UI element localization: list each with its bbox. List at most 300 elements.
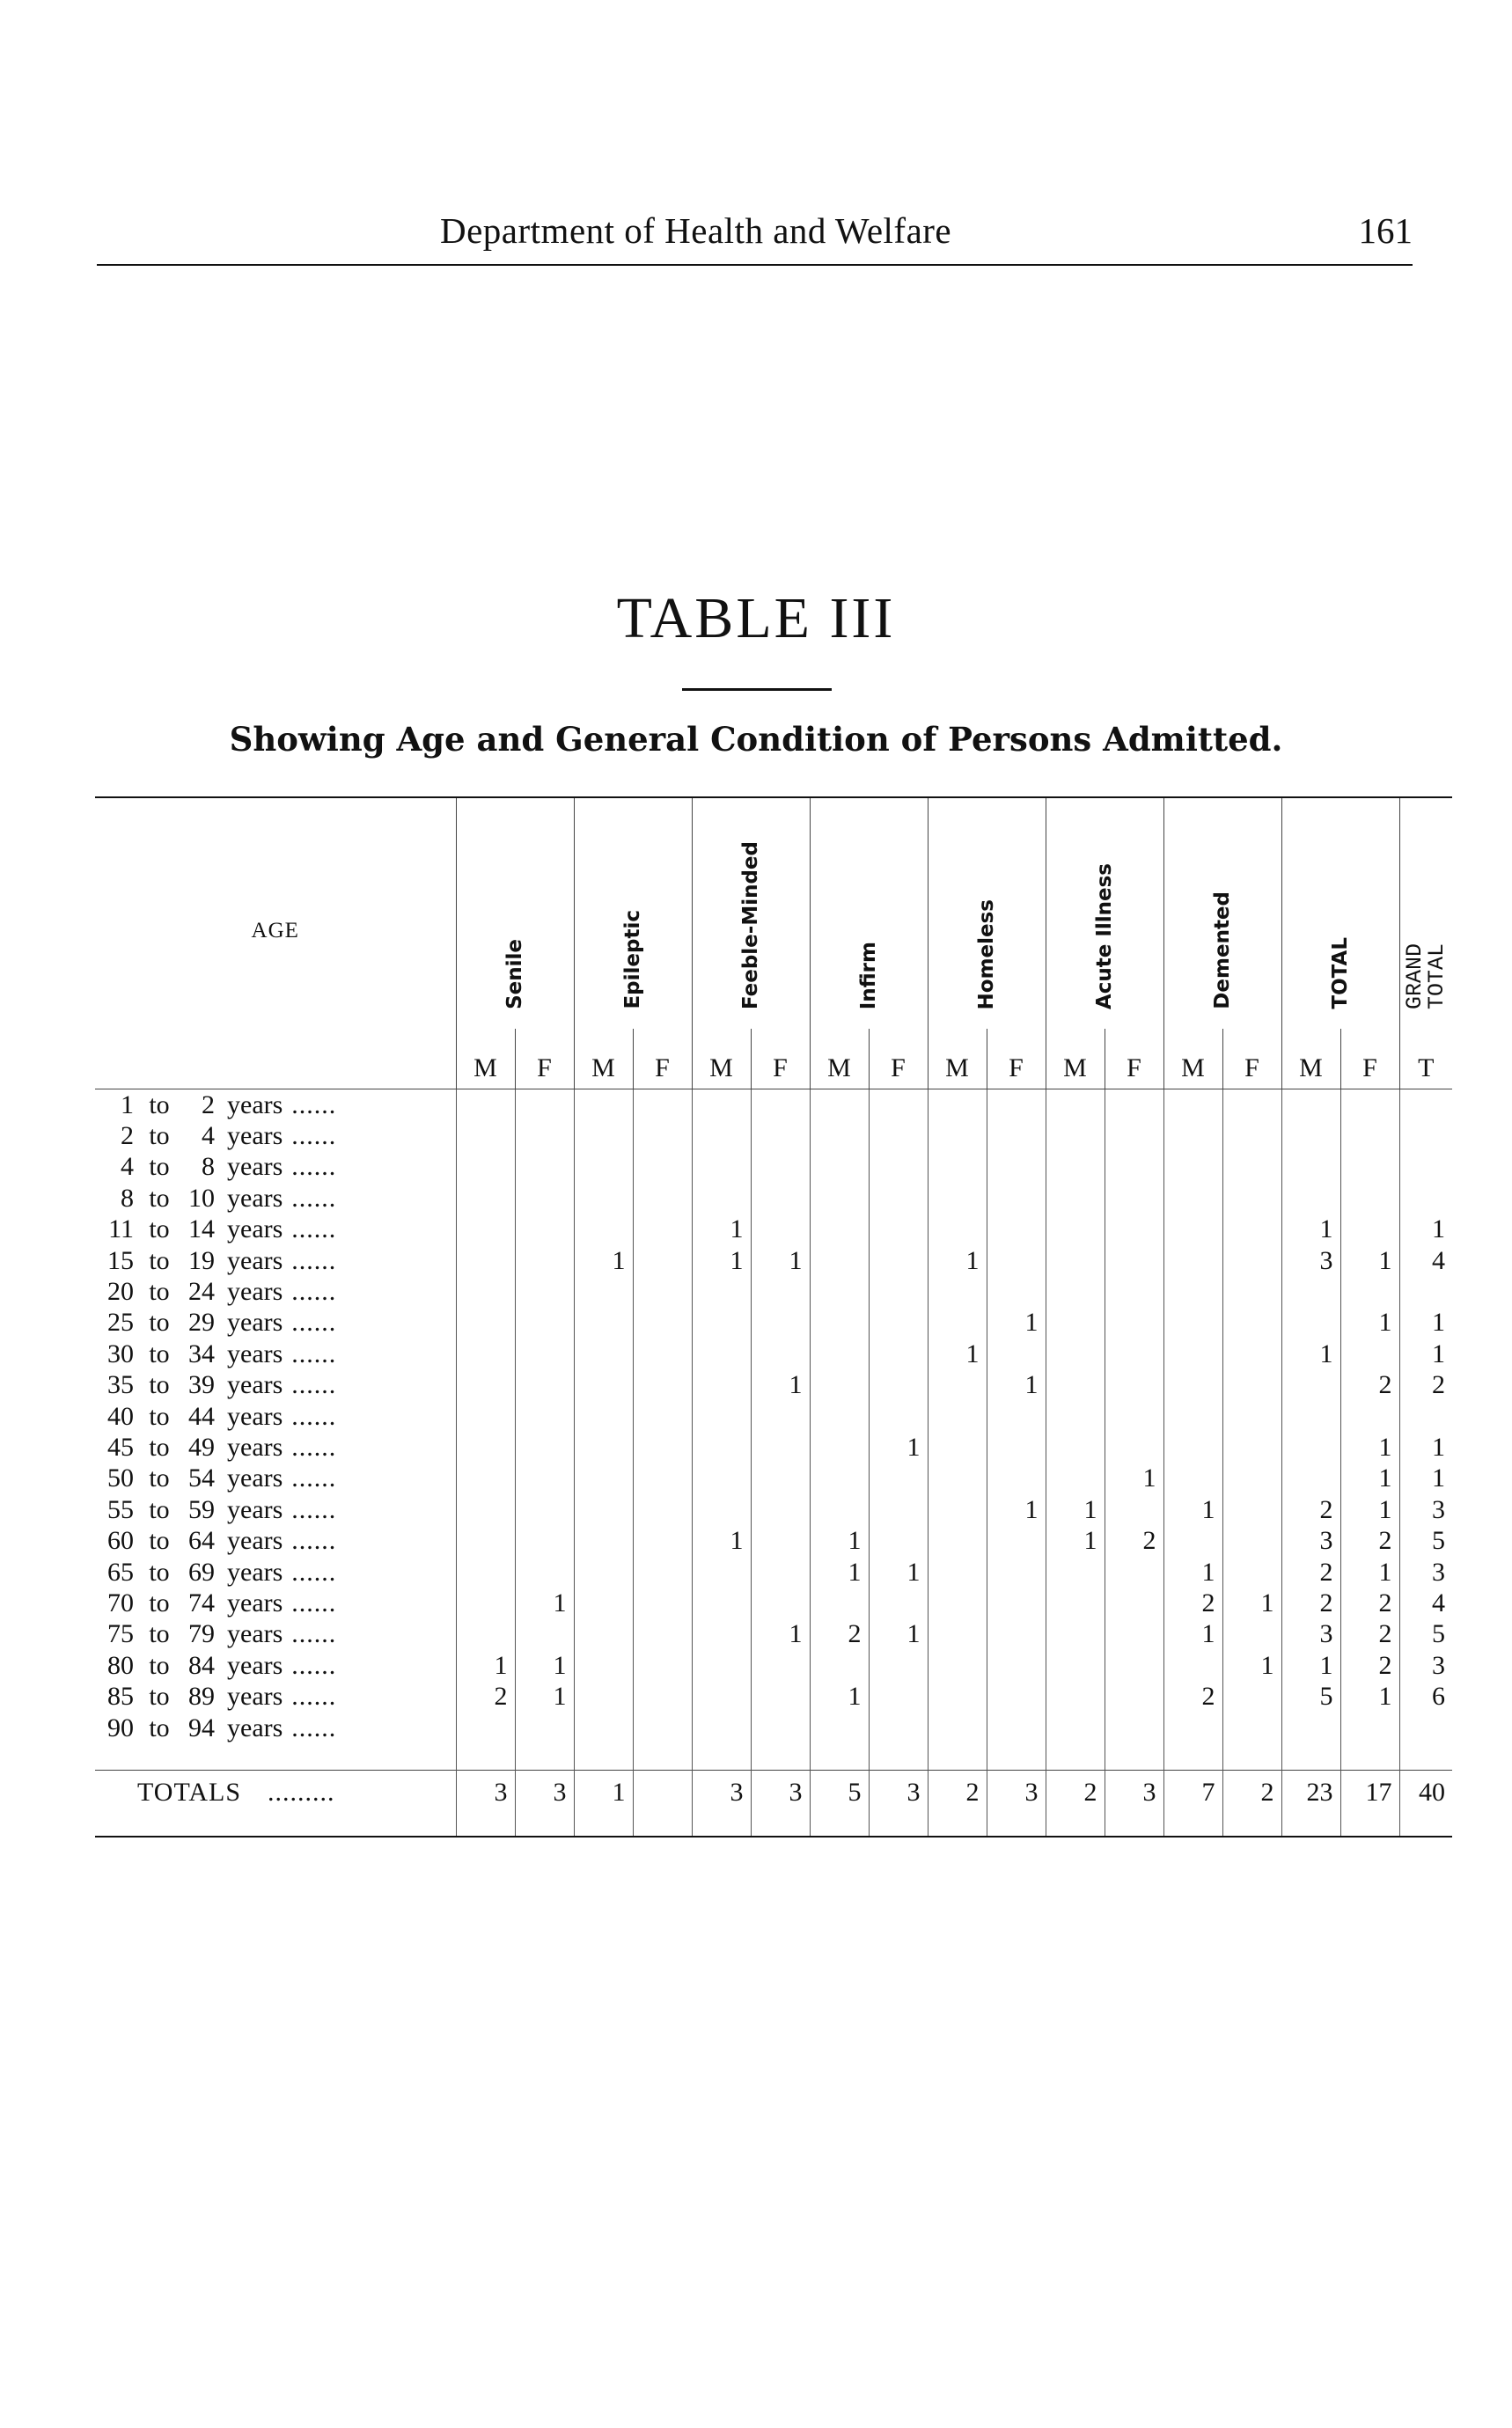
table-row <box>95 1308 1452 1339</box>
age-to: 34 <box>188 1339 215 1368</box>
spacer-cell <box>869 1743 928 1771</box>
table-cell <box>810 1494 869 1525</box>
table-cell <box>1340 1120 1399 1151</box>
table-cell <box>1222 1557 1281 1588</box>
table-cell <box>1222 1120 1281 1151</box>
age-from: 90 <box>107 1713 134 1742</box>
tail-cell <box>574 1815 633 1837</box>
spacer-cell <box>95 1743 456 1771</box>
leader-dots: ...... <box>291 1308 337 1338</box>
table-cell <box>751 1432 810 1463</box>
table-cell <box>987 1152 1046 1183</box>
table-row <box>95 1245 1452 1276</box>
table-cell <box>751 1089 810 1121</box>
sex-subheader-cell: M <box>1281 1029 1340 1089</box>
table-cell <box>987 1401 1046 1432</box>
sex-subheader-cell: F <box>633 1029 692 1089</box>
table-cell <box>1163 1650 1222 1681</box>
table-cell <box>633 1339 692 1369</box>
spacer-cell <box>1046 1743 1105 1771</box>
tail-cell <box>1340 1815 1399 1837</box>
table-cell <box>928 1619 987 1650</box>
table-cell: 4 <box>1399 1245 1452 1276</box>
table-cell <box>1163 1276 1222 1307</box>
table-cell <box>1105 1120 1163 1151</box>
table-cell <box>515 1432 574 1463</box>
table-cell <box>1163 1308 1222 1339</box>
age-unit: years <box>227 1308 283 1338</box>
table-cell <box>928 1650 987 1681</box>
table-cell <box>751 1650 810 1681</box>
table-cell <box>1163 1713 1222 1743</box>
table-cell <box>1046 1681 1105 1712</box>
table-cell <box>633 1619 692 1650</box>
table-cell: 3 <box>1281 1525 1340 1556</box>
table-cell <box>1281 1089 1340 1121</box>
leader-dots: ......... <box>268 1778 335 1808</box>
table-cell <box>1222 1308 1281 1339</box>
table-cell <box>1222 1432 1281 1463</box>
totals-row <box>95 1771 1452 1815</box>
table-cell <box>1222 1183 1281 1214</box>
age-unit: years <box>227 1339 283 1368</box>
table-cell <box>515 1401 574 1432</box>
table-cell: 1 <box>1222 1588 1281 1618</box>
table-cell <box>1340 1401 1399 1432</box>
table-cell <box>574 1214 633 1245</box>
table-cell <box>1399 1401 1452 1432</box>
table-cell <box>574 1308 633 1339</box>
table-cell: 1 <box>928 1339 987 1369</box>
table-cell <box>1222 1713 1281 1743</box>
sex-subheader-cell: M <box>1163 1029 1222 1089</box>
table-cell <box>1046 1401 1105 1432</box>
table-cell: 2 <box>1281 1494 1340 1525</box>
table-cell <box>456 1525 515 1556</box>
table-cell <box>751 1308 810 1339</box>
table-row <box>95 1089 1452 1121</box>
table-cell <box>574 1557 633 1588</box>
table-cell <box>574 1401 633 1432</box>
age-range-cell <box>95 1214 456 1245</box>
spacer-cell <box>515 1743 574 1771</box>
age-range-cell <box>95 1681 456 1712</box>
table-cell <box>692 1370 751 1401</box>
epileptic-column-header: Epileptic <box>574 798 692 1029</box>
table-cell <box>1046 1619 1105 1650</box>
age-to-word: to <box>149 1494 170 1524</box>
table-cell <box>515 1339 574 1369</box>
spacer-cell <box>456 1743 515 1771</box>
table-cell <box>810 1432 869 1463</box>
age-from: 8 <box>121 1183 134 1213</box>
age-from: 60 <box>107 1526 134 1556</box>
totals-label-cell <box>95 1771 456 1815</box>
table-cell: 1 <box>1340 1245 1399 1276</box>
table-cell <box>574 1525 633 1556</box>
tail-cell <box>1046 1815 1105 1837</box>
leader-dots: ...... <box>291 1277 337 1307</box>
table-cell: 1 <box>1046 1494 1105 1525</box>
table-cell <box>574 1619 633 1650</box>
age-to: 44 <box>188 1401 215 1431</box>
table-cell <box>928 1463 987 1494</box>
table-cell: 3 <box>1281 1245 1340 1276</box>
table-cell: 6 <box>1399 1681 1452 1712</box>
age-to: 19 <box>188 1245 215 1275</box>
table-cell <box>515 1494 574 1525</box>
table-cell <box>1222 1463 1281 1494</box>
spacer-cell <box>810 1743 869 1771</box>
table-cell <box>1222 1681 1281 1712</box>
age-from: 1 <box>121 1089 134 1119</box>
age-to-word: to <box>149 1121 170 1151</box>
table-cell <box>810 1152 869 1183</box>
table-cell <box>633 1370 692 1401</box>
table-cell: 1 <box>1399 1432 1452 1463</box>
table-cell <box>456 1619 515 1650</box>
age-unit: years <box>227 1619 283 1649</box>
table-cell <box>633 1494 692 1525</box>
leader-dots: ...... <box>291 1245 337 1275</box>
age-unit: years <box>227 1526 283 1556</box>
leader-dots: ...... <box>291 1089 337 1119</box>
table-cell <box>1046 1245 1105 1276</box>
leader-dots: ...... <box>291 1588 337 1617</box>
table-cell: 1 <box>692 1525 751 1556</box>
totals-cell: 2 <box>928 1771 987 1815</box>
totals-label: TOTALS <box>137 1778 242 1808</box>
table-cell <box>987 1463 1046 1494</box>
totals-cell: 2 <box>1046 1771 1105 1815</box>
table-cell <box>1046 1183 1105 1214</box>
table-row <box>95 1525 1452 1556</box>
table-cell <box>1281 1401 1340 1432</box>
table-cell: 5 <box>1399 1525 1452 1556</box>
table-cell <box>456 1245 515 1276</box>
age-to-word: to <box>149 1339 170 1368</box>
table-cell <box>1046 1588 1105 1618</box>
table-cell <box>515 1525 574 1556</box>
age-to-word: to <box>149 1370 170 1400</box>
table-cell <box>515 1089 574 1121</box>
table-cell <box>751 1120 810 1151</box>
table-cell <box>633 1120 692 1151</box>
age-to: 69 <box>188 1557 215 1587</box>
table-cell <box>633 1713 692 1743</box>
age-to-word: to <box>149 1277 170 1307</box>
table-cell: 1 <box>1340 1308 1399 1339</box>
table-cell <box>633 1432 692 1463</box>
table-cell <box>1105 1557 1163 1588</box>
table-cell <box>1046 1152 1105 1183</box>
table-cell <box>1163 1339 1222 1369</box>
table-cell <box>456 1089 515 1121</box>
table-cell <box>1105 1370 1163 1401</box>
table-cell <box>456 1432 515 1463</box>
leader-dots: ...... <box>291 1432 337 1462</box>
age-to-word: to <box>149 1432 170 1462</box>
homeless-column-header: Homeless <box>928 798 1046 1029</box>
table-cell <box>633 1152 692 1183</box>
table-cell <box>869 1339 928 1369</box>
leader-dots: ...... <box>291 1650 337 1680</box>
grand-total-header-text: GRAND TOTAL <box>1402 943 1450 1009</box>
table-cell <box>574 1120 633 1151</box>
table-cell: 3 <box>1399 1650 1452 1681</box>
age-to: 89 <box>188 1682 215 1712</box>
spacer-cell <box>1163 1743 1222 1771</box>
table-cell <box>515 1463 574 1494</box>
table-cell <box>869 1276 928 1307</box>
table-cell <box>1105 1339 1163 1369</box>
table-cell <box>928 1494 987 1525</box>
spacer-cell <box>1399 1743 1452 1771</box>
age-to: 4 <box>202 1121 215 1151</box>
table-cell: 5 <box>1399 1619 1452 1650</box>
table-cell <box>1163 1089 1222 1121</box>
table-cell <box>810 1588 869 1618</box>
table-cell <box>869 1183 928 1214</box>
spacer-cell <box>633 1743 692 1771</box>
feeble-minded-column-header: Feeble-Minded <box>692 798 810 1029</box>
age-unit: years <box>227 1277 283 1307</box>
tail-cell <box>1105 1815 1163 1837</box>
table-cell <box>928 1588 987 1618</box>
table-cell <box>1105 1650 1163 1681</box>
age-unit: years <box>227 1588 283 1617</box>
table-cell <box>1340 1214 1399 1245</box>
age-to: 49 <box>188 1432 215 1462</box>
totals-cell: 3 <box>456 1771 515 1815</box>
table-cell <box>633 1401 692 1432</box>
table-cell: 1 <box>1340 1494 1399 1525</box>
age-to: 84 <box>188 1650 215 1680</box>
table-cell <box>928 1401 987 1432</box>
table-cell <box>1105 1183 1163 1214</box>
table-cell <box>515 1370 574 1401</box>
table-cell: 2 <box>1105 1525 1163 1556</box>
table-cell <box>1222 1214 1281 1245</box>
age-from: 80 <box>107 1650 134 1680</box>
age-to: 29 <box>188 1308 215 1338</box>
table-cell <box>987 1619 1046 1650</box>
leader-dots: ...... <box>291 1463 337 1493</box>
table-cell <box>810 1276 869 1307</box>
table-cell <box>1046 1089 1105 1121</box>
table-cell <box>810 1214 869 1245</box>
table-cell <box>1399 1152 1452 1183</box>
table-cell <box>515 1120 574 1151</box>
spacer-cell <box>1222 1743 1281 1771</box>
table-cell <box>1046 1432 1105 1463</box>
table-cell <box>1105 1214 1163 1245</box>
age-to-word: to <box>149 1682 170 1712</box>
table-cell <box>633 1557 692 1588</box>
table-cell <box>633 1245 692 1276</box>
table-cell <box>928 1370 987 1401</box>
table-cell <box>574 1152 633 1183</box>
table-cell <box>810 1401 869 1432</box>
table-cell <box>1281 1370 1340 1401</box>
age-range-cell <box>95 1432 456 1463</box>
table-cell <box>456 1152 515 1183</box>
totals-cell: 3 <box>1105 1771 1163 1815</box>
table-cell <box>1222 1276 1281 1307</box>
sex-subheader-cell: M <box>456 1029 515 1089</box>
leader-dots: ...... <box>291 1619 337 1649</box>
page-number: 161 <box>1358 210 1413 251</box>
table-cell <box>869 1681 928 1712</box>
age-range-cell <box>95 1463 456 1494</box>
table-cell: 1 <box>751 1370 810 1401</box>
table-cell <box>1340 1183 1399 1214</box>
age-to-word: to <box>149 1245 170 1275</box>
table-cell <box>751 1525 810 1556</box>
table-cell <box>1163 1525 1222 1556</box>
table-cell <box>633 1089 692 1121</box>
table-cell <box>1105 1681 1163 1712</box>
table-row <box>95 1463 1452 1494</box>
table-cell <box>692 1401 751 1432</box>
table-cell <box>574 1183 633 1214</box>
table-cell <box>1105 1276 1163 1307</box>
table-cell <box>633 1588 692 1618</box>
age-from: 11 <box>108 1214 134 1244</box>
age-from: 55 <box>107 1494 134 1524</box>
table-cell <box>692 1713 751 1743</box>
age-unit: years <box>227 1121 283 1151</box>
age-from: 15 <box>107 1245 134 1275</box>
totals-cell: 3 <box>515 1771 574 1815</box>
totals-cell: 17 <box>1340 1771 1399 1815</box>
tail-cell <box>751 1815 810 1837</box>
table-cell <box>692 1120 751 1151</box>
table-cell <box>928 1308 987 1339</box>
totals-cell: 40 <box>1399 1771 1452 1815</box>
table-cell: 1 <box>1281 1339 1340 1369</box>
age-to-word: to <box>149 1557 170 1587</box>
condition-header-row <box>95 798 1452 1029</box>
table-cell <box>1163 1245 1222 1276</box>
table-cell <box>574 1650 633 1681</box>
table-cell <box>869 1370 928 1401</box>
table-cell <box>987 1089 1046 1121</box>
tail-cell <box>1222 1815 1281 1837</box>
table-cell <box>515 1713 574 1743</box>
age-range-cell <box>95 1339 456 1369</box>
table-cell <box>574 1681 633 1712</box>
table-cell: 2 <box>456 1681 515 1712</box>
table-cell <box>515 1619 574 1650</box>
table-cell <box>1105 1619 1163 1650</box>
table-cell: 2 <box>1340 1650 1399 1681</box>
table-subtitle: Showing Age and General Condition of Persons Admitted. <box>229 720 1283 759</box>
table-cell <box>456 1494 515 1525</box>
age-from: 75 <box>107 1619 134 1649</box>
table-cell: 1 <box>810 1681 869 1712</box>
age-range-cell <box>95 1557 456 1588</box>
age-to: 10 <box>188 1183 215 1213</box>
age-to-word: to <box>149 1650 170 1680</box>
table-row <box>95 1619 1452 1650</box>
spacer-cell <box>928 1743 987 1771</box>
table-cell: 2 <box>1163 1681 1222 1712</box>
table-cell: 1 <box>1163 1494 1222 1525</box>
table-cell <box>1163 1401 1222 1432</box>
age-from: 85 <box>107 1682 134 1712</box>
table-cell <box>1046 1120 1105 1151</box>
table-cell <box>633 1681 692 1712</box>
table-cell <box>751 1401 810 1432</box>
table-cell <box>574 1713 633 1743</box>
table-cell <box>1105 1152 1163 1183</box>
age-to-word: to <box>149 1183 170 1213</box>
spacer-cell <box>574 1743 633 1771</box>
table-cell: 1 <box>515 1681 574 1712</box>
table-cell <box>692 1183 751 1214</box>
age-range-cell <box>95 1525 456 1556</box>
table-cell <box>987 1214 1046 1245</box>
age-from: 35 <box>107 1370 134 1400</box>
table-cell: 1 <box>1046 1525 1105 1556</box>
age-to: 79 <box>188 1619 215 1649</box>
age-to-word: to <box>149 1401 170 1431</box>
table-cell <box>456 1713 515 1743</box>
age-to-word: to <box>149 1713 170 1742</box>
age-unit: years <box>227 1183 283 1213</box>
table-cell: 2 <box>1340 1370 1399 1401</box>
table-cell <box>810 1120 869 1151</box>
table-cell: 1 <box>456 1650 515 1681</box>
table-cell <box>515 1214 574 1245</box>
table-cell <box>1222 1494 1281 1525</box>
sex-subheader-cell: M <box>574 1029 633 1089</box>
age-range-cell <box>95 1120 456 1151</box>
tail-row <box>95 1815 1452 1837</box>
spacer-cell <box>751 1743 810 1771</box>
table-cell: 1 <box>869 1557 928 1588</box>
totals-cell: 23 <box>1281 1771 1340 1815</box>
table-cell: 2 <box>1163 1588 1222 1618</box>
table-cell <box>574 1276 633 1307</box>
table-cell <box>692 1152 751 1183</box>
table-cell <box>633 1650 692 1681</box>
sex-subheader-cell: F <box>1105 1029 1163 1089</box>
table-cell: 1 <box>692 1214 751 1245</box>
tail-cell <box>456 1815 515 1837</box>
age-to-word: to <box>149 1588 170 1617</box>
table-cell <box>810 1463 869 1494</box>
table-cell <box>633 1276 692 1307</box>
table-cell <box>928 1214 987 1245</box>
table-cell <box>456 1401 515 1432</box>
table-cell <box>810 1370 869 1401</box>
table-cell: 1 <box>810 1557 869 1588</box>
table-cell <box>456 1588 515 1618</box>
table-cell <box>1105 1401 1163 1432</box>
table-cell <box>1163 1214 1222 1245</box>
age-to-word: to <box>149 1526 170 1556</box>
table-cell <box>1163 1152 1222 1183</box>
table-cell <box>987 1681 1046 1712</box>
table-cell: 2 <box>1340 1588 1399 1618</box>
leader-dots: ...... <box>291 1370 337 1400</box>
table-cell <box>1046 1339 1105 1369</box>
title-rule <box>682 688 832 691</box>
table-cell <box>692 1308 751 1339</box>
table-cell: 2 <box>810 1619 869 1650</box>
